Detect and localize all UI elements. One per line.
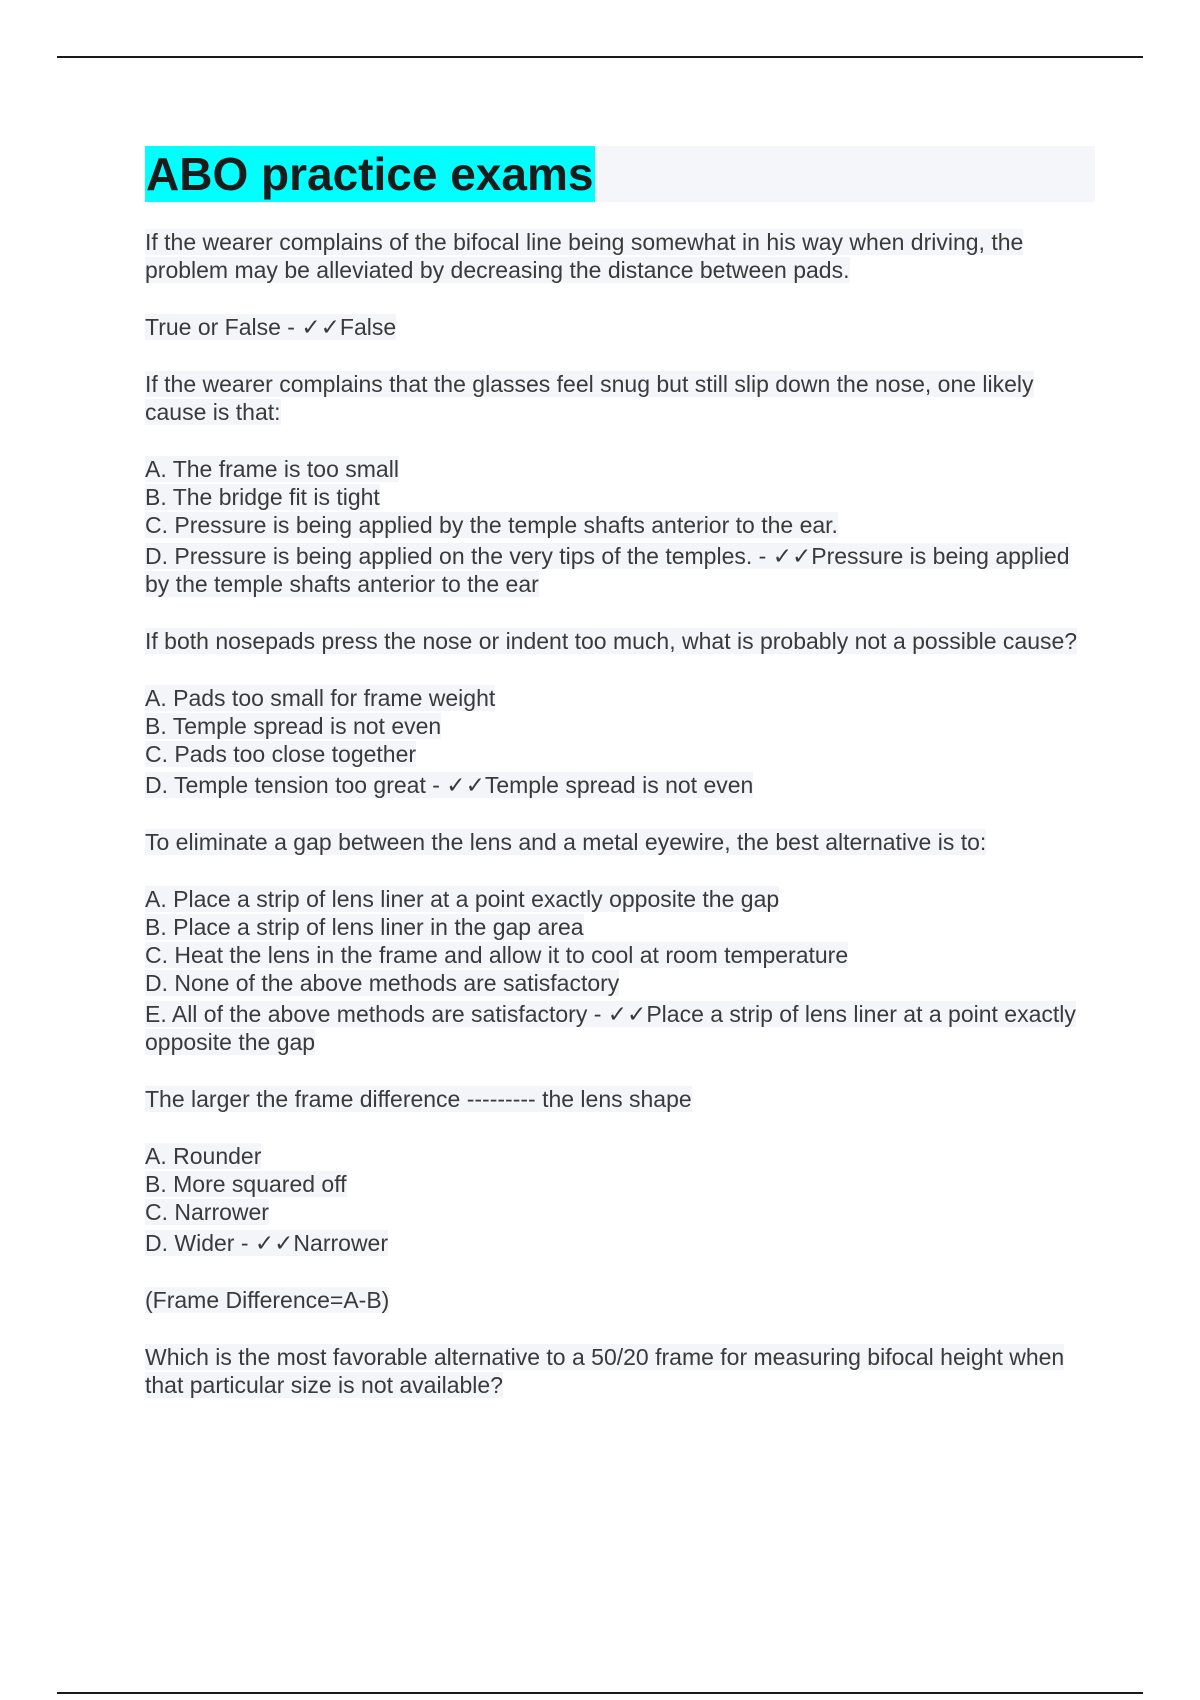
question-6-text: Which is the most favorable alternative to a 50/20 frame for measuring bifocal height when that particular size is not available? [145,1344,1065,1398]
option-with-answer [145,542,1095,598]
option [145,941,1095,969]
option-text: B. Temple spread is not even [145,713,442,739]
option [145,1170,1095,1198]
title-band [145,146,1095,202]
question-5-note-text: (Frame Difference=A-B) [145,1287,390,1313]
option-text: D. Wider - ✓✓Narrower [145,1230,389,1256]
option-text: A. Rounder [145,1143,262,1169]
option-text: D. Temple tension too great - ✓✓Temple spread is not even [145,772,754,798]
bottom-rule [57,1692,1143,1694]
option [145,455,1095,483]
option-text: C. Heat the lens in the frame and allow it to cool at room temperature [145,942,849,968]
option-text: C. Narrower [145,1199,269,1225]
option [145,712,1095,740]
option [145,913,1095,941]
question-5-text: The larger the frame difference --------- the lens shape [145,1086,692,1112]
option-text: D. None of the above methods are satisfactory [145,970,620,996]
question-3-text: If both nosepads press the nose or indent too much, what is probably not a possible cause? [145,628,1078,654]
option [145,1198,1095,1226]
question-1-text: If the wearer complains of the bifocal line being somewhat in his way when driving, the problem may be alleviated by decreasing the distance between pads. [145,229,1024,283]
question-3-options [145,684,1095,799]
question-5-options [145,1142,1095,1257]
question-3 [145,627,1095,655]
top-rule [57,56,1143,58]
option-text: B. The bridge fit is tight [145,484,380,510]
option [145,1142,1095,1170]
option-text: B. Place a strip of lens liner in the gap area [145,914,584,940]
question-5 [145,1085,1095,1113]
question-1 [145,228,1095,284]
question-5-note [145,1286,1095,1314]
option-text: A. The frame is too small [145,456,399,482]
option-text: D. Pressure is being applied on the very tips of the temples. - ✓✓Pressure is being applied by the temple shafts anterior to the ear [145,543,1070,597]
option [145,483,1095,511]
option [145,740,1095,768]
question-1-answer-text: True or False - ✓✓False [145,314,397,340]
document-body [145,146,1095,1428]
question-1-answer [145,313,1095,341]
option [145,511,1095,539]
question-2-options [145,455,1095,598]
option-with-answer [145,1000,1095,1056]
option [145,969,1095,997]
question-4-options [145,885,1095,1056]
question-2-text: If the wearer complains that the glasses feel snug but still slip down the nose, one likely cause is that: [145,371,1034,425]
option-text: E. All of the above methods are satisfactory - ✓✓Place a strip of lens liner at a point exactly opposite the gap [145,1001,1076,1055]
option [145,684,1095,712]
question-6 [145,1343,1095,1399]
question-4-text: To eliminate a gap between the lens and a metal eyewire, the best alternative is to: [145,829,987,855]
option-with-answer [145,1229,1095,1257]
option-text: B. More squared off [145,1171,347,1197]
option-text: A. Pads too small for frame weight [145,685,496,711]
question-4 [145,828,1095,856]
option-text: C. Pressure is being applied by the temple shafts anterior to the ear. [145,512,838,538]
option-with-answer [145,771,1095,799]
option-text: A. Place a strip of lens liner at a point exactly opposite the gap [145,886,780,912]
document-title: ABO practice exams [146,148,594,200]
option-text: C. Pads too close together [145,741,417,767]
question-2 [145,370,1095,426]
option [145,885,1095,913]
